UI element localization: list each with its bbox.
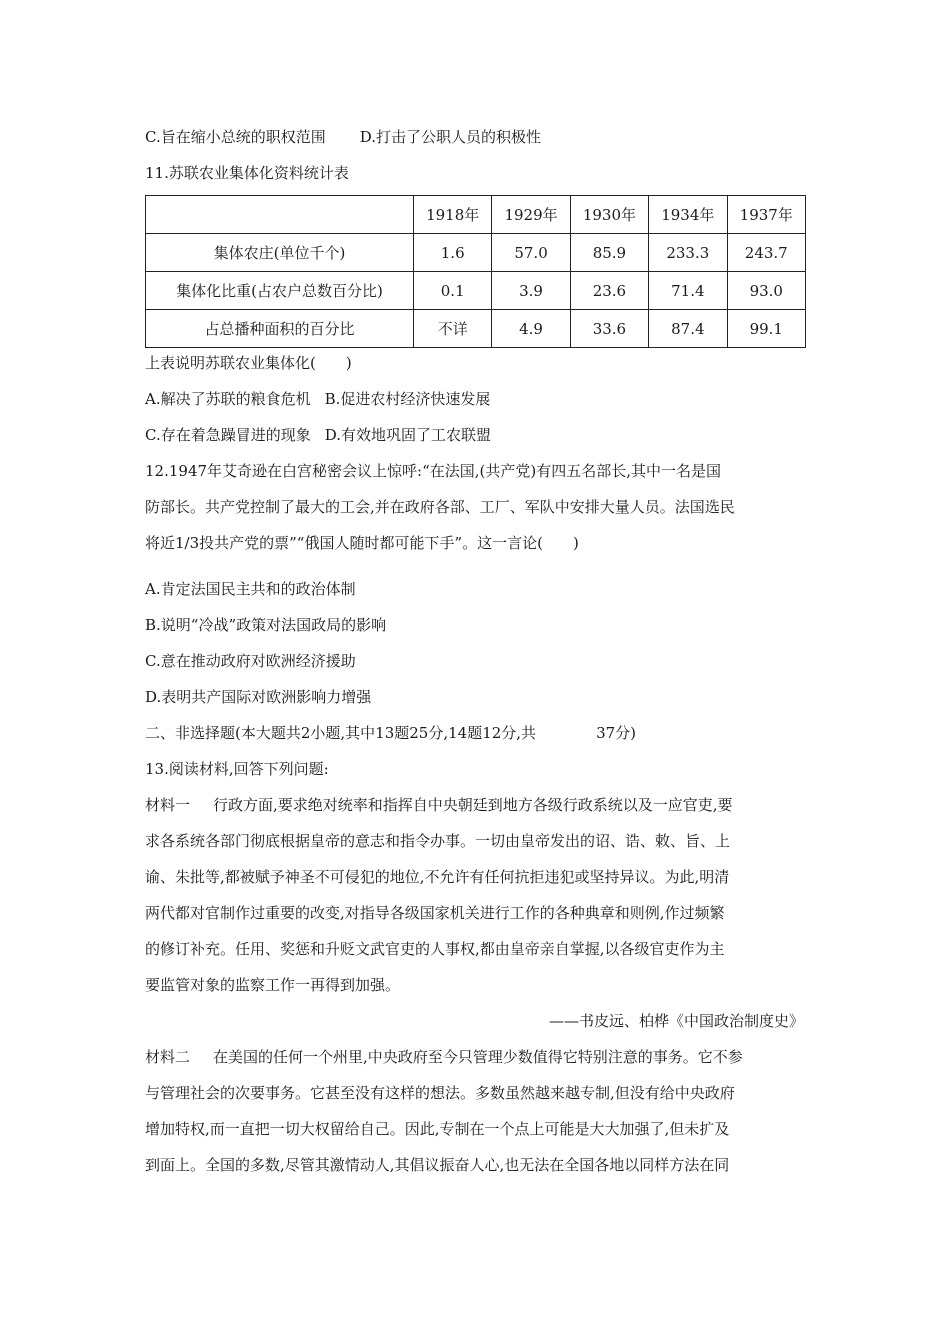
q11-option-c: C.存在着急躁冒进的现象: [145, 426, 311, 444]
q11-option-a: A.解决了苏联的粮食危机: [145, 390, 311, 408]
q12-option-c: C.意在推动政府对欧洲经济援助: [145, 652, 356, 670]
table-cell: 233.3: [649, 234, 727, 272]
q11-option-b: B.促进农村经济快速发展: [324, 390, 491, 408]
table-cell: 93.0: [727, 272, 805, 310]
q11-options-ab: [145, 389, 490, 409]
table-cell: 33.6: [570, 310, 648, 348]
q12-option-d: D.表明共产国际对欧洲影响力增强: [145, 688, 372, 706]
q13-title: 13.阅读材料,回答下列问题:: [145, 760, 329, 778]
table-cell: 71.4: [649, 272, 727, 310]
table-cell: 4.9: [492, 310, 570, 348]
q11-options-cd: [145, 425, 491, 445]
section2-heading: [145, 723, 636, 743]
q11-stem: 上表说明苏联农业集体化( ): [145, 354, 352, 372]
table-header-cell: 1929年: [492, 196, 570, 234]
q12-stem-line1: 12.1947年艾奇逊在白宫秘密会议上惊呼:“在法国,(共产党)有四五名部长,其中一名是国: [145, 462, 721, 480]
table-header-row: [146, 196, 806, 234]
material1-source: ——书皮远、柏桦《中国政治制度史》: [548, 1012, 804, 1030]
table-cell: 57.0: [492, 234, 570, 272]
table-header-cell: 1918年: [414, 196, 492, 234]
table-row: [146, 234, 806, 272]
material1-line6: 要监管对象的监察工作一再得到加强。: [145, 976, 401, 994]
collectivization-table: [145, 195, 806, 348]
material1-line2: 求各系统各部门彻底根据皇帝的意志和指令办事。一切由皇帝发出的诏、诰、敕、旨、上: [145, 832, 731, 850]
table-cell: 87.4: [649, 310, 727, 348]
material2-line4: 到面上。全国的多数,尽管其激情动人,其倡议振奋人心,也无法在全国各地以同样方法在同: [145, 1156, 730, 1174]
table-cell: 99.1: [727, 310, 805, 348]
table-cell: 85.9: [570, 234, 648, 272]
material1-line4: 两代都对官制作过重要的改变,对指导各级国家机关进行工作的各种典章和则例,作过频繁: [145, 904, 725, 922]
q12-option-b: B.说明“冷战”政策对法国政局的影响: [145, 616, 387, 634]
table-cell: 占总播种面积的百分比: [146, 310, 414, 348]
material1-text: 行政方面,要求绝对统率和指挥自中央朝廷到地方各级行政系统以及一应官吏,要: [213, 796, 733, 814]
table-cell: 0.1: [414, 272, 492, 310]
table-cell: 集体化比重(占农户总数百分比): [146, 272, 414, 310]
table-header-cell: 1937年: [727, 196, 805, 234]
table-header-cell: 1934年: [649, 196, 727, 234]
q12-stem-line3: 将近1/3投共产党的票”“俄国人随时都可能下手”。这一言论( ): [145, 534, 579, 552]
table-cell: 不详: [414, 310, 492, 348]
q10-option-d: D.打击了公职人员的积极性: [359, 128, 541, 146]
table-row: [146, 310, 806, 348]
material2-line3: 增加特权,而一直把一切大权留给自己。因此,专制在一个点上可能是大大加强了,但未扩及: [145, 1120, 730, 1138]
table-cell: 1.6: [414, 234, 492, 272]
material1-line1: [145, 795, 733, 815]
table-header-cell: 1930年: [570, 196, 648, 234]
table-cell: 3.9: [492, 272, 570, 310]
table-cell: 243.7: [727, 234, 805, 272]
material2-label: 材料二: [145, 1048, 191, 1066]
table-header-cell: [146, 196, 414, 234]
section2-heading-text: 二、非选择题(本大题共2小题,其中13题25分,14题12分,共: [145, 724, 537, 742]
q10-option-c: C.旨在缩小总统的职权范围: [145, 128, 326, 146]
section2-heading-total: 37分): [596, 724, 637, 742]
material1-line3: 谕、朱批等,都被赋予神圣不可侵犯的地位,不允许有任何抗拒违犯或坚持异议。为此,明清: [145, 868, 730, 886]
material2-line2: 与管理社会的次要事务。它甚至没有这样的想法。多数虽然越来越专制,但没有给中央政府: [145, 1084, 735, 1102]
material1-label: 材料一: [145, 796, 191, 814]
table-cell: 集体农庄(单位千个): [146, 234, 414, 272]
material1-line5: 的修订补充。任用、奖惩和升贬文武官吏的人事权,都由皇帝亲自掌握,以各级官吏作为主: [145, 940, 725, 958]
material2-text: 在美国的任何一个州里,中央政府至今只管理少数值得它特别注意的事务。它不参: [213, 1048, 743, 1066]
table-cell: 23.6: [570, 272, 648, 310]
q12-option-a: A.肯定法国民主共和的政治体制: [145, 580, 356, 598]
q11-option-d: D.有效地巩固了工农联盟: [324, 426, 491, 444]
material2-line1: [145, 1047, 743, 1067]
q11-title: 11.苏联农业集体化资料统计表: [145, 164, 349, 182]
q10-options-cd: [145, 127, 541, 147]
q12-stem-line2: 防部长。共产党控制了最大的工会,并在政府各部、工厂、军队中安排大量人员。法国选民: [145, 498, 735, 516]
table-row: [146, 272, 806, 310]
